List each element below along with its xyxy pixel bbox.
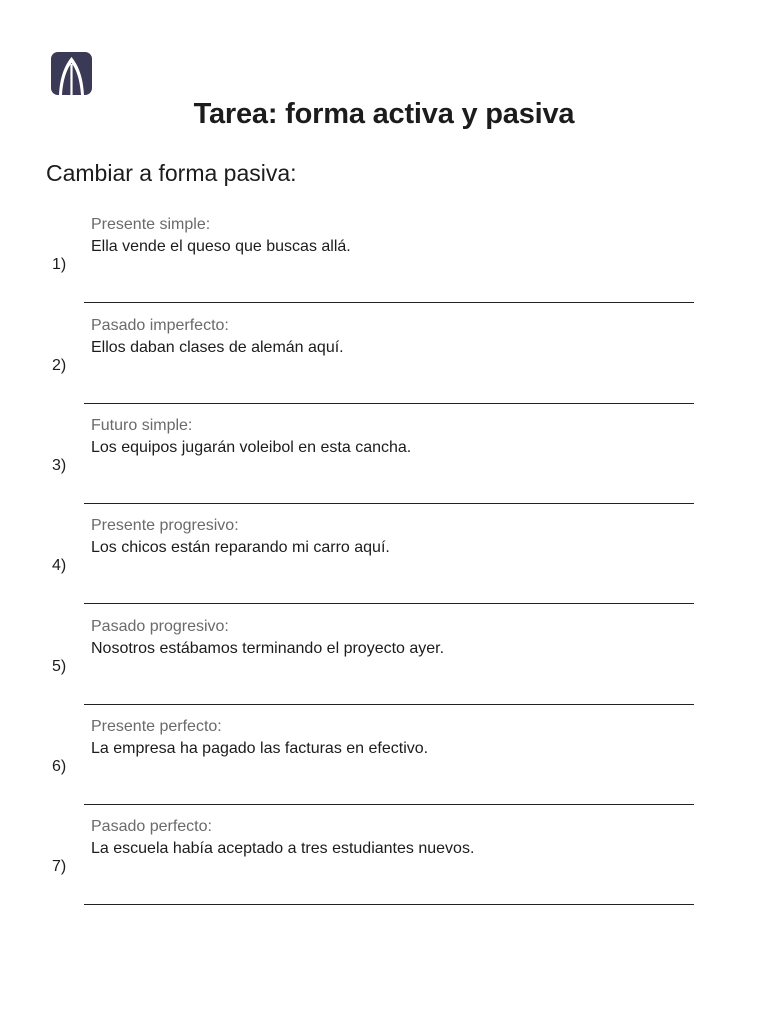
answer-line[interactable] [84, 603, 694, 604]
item-sentence: La escuela había aceptado a tres estudiantes nuevos. [91, 840, 475, 857]
answer-line[interactable] [84, 403, 694, 404]
exercise-item [0, 517, 768, 617]
exercise-item [0, 417, 768, 517]
item-sentence: Los equipos jugarán voleibol en esta cancha. [91, 439, 412, 456]
exercise-item [0, 618, 768, 718]
item-tense-label: Pasado perfecto: [91, 818, 212, 835]
item-sentence: Ella vende el queso que buscas allá. [91, 238, 351, 255]
answer-line[interactable] [84, 804, 694, 805]
answer-line[interactable] [84, 503, 694, 504]
item-sentence: Nosotros estábamos terminando el proyecto ayer. [91, 640, 445, 657]
page-title: Tarea: forma activa y pasiva [193, 98, 575, 130]
item-tense-label: Futuro simple: [91, 417, 193, 434]
answer-line[interactable] [84, 302, 694, 303]
exercise-item [0, 317, 768, 417]
item-sentence: Los chicos están reparando mi carro aquí. [91, 539, 390, 556]
exercise-item [0, 718, 768, 818]
item-tense-label: Pasado progresivo: [91, 618, 229, 635]
item-sentence: Ellos daban clases de alemán aquí. [91, 339, 344, 356]
item-number: 2) [52, 357, 67, 374]
pen-nib-icon [51, 52, 92, 95]
item-tense-label: Pasado imperfecto: [91, 317, 229, 334]
item-number: 1) [52, 256, 67, 273]
exercise-item [0, 216, 768, 316]
answer-line[interactable] [84, 704, 694, 705]
item-number: 5) [52, 658, 67, 675]
exercise-item [0, 818, 768, 918]
section-instruction: Cambiar a forma pasiva: [46, 160, 297, 186]
answer-line[interactable] [84, 904, 694, 905]
logo [51, 52, 92, 95]
item-number: 4) [52, 557, 67, 574]
item-tense-label: Presente perfecto: [91, 718, 222, 735]
item-sentence: La empresa ha pagado las facturas en efectivo. [91, 740, 429, 757]
item-number: 7) [52, 858, 67, 875]
item-tense-label: Presente simple: [91, 216, 211, 233]
item-number: 6) [52, 758, 67, 775]
item-number: 3) [52, 457, 67, 474]
item-tense-label: Presente progresivo: [91, 517, 239, 534]
